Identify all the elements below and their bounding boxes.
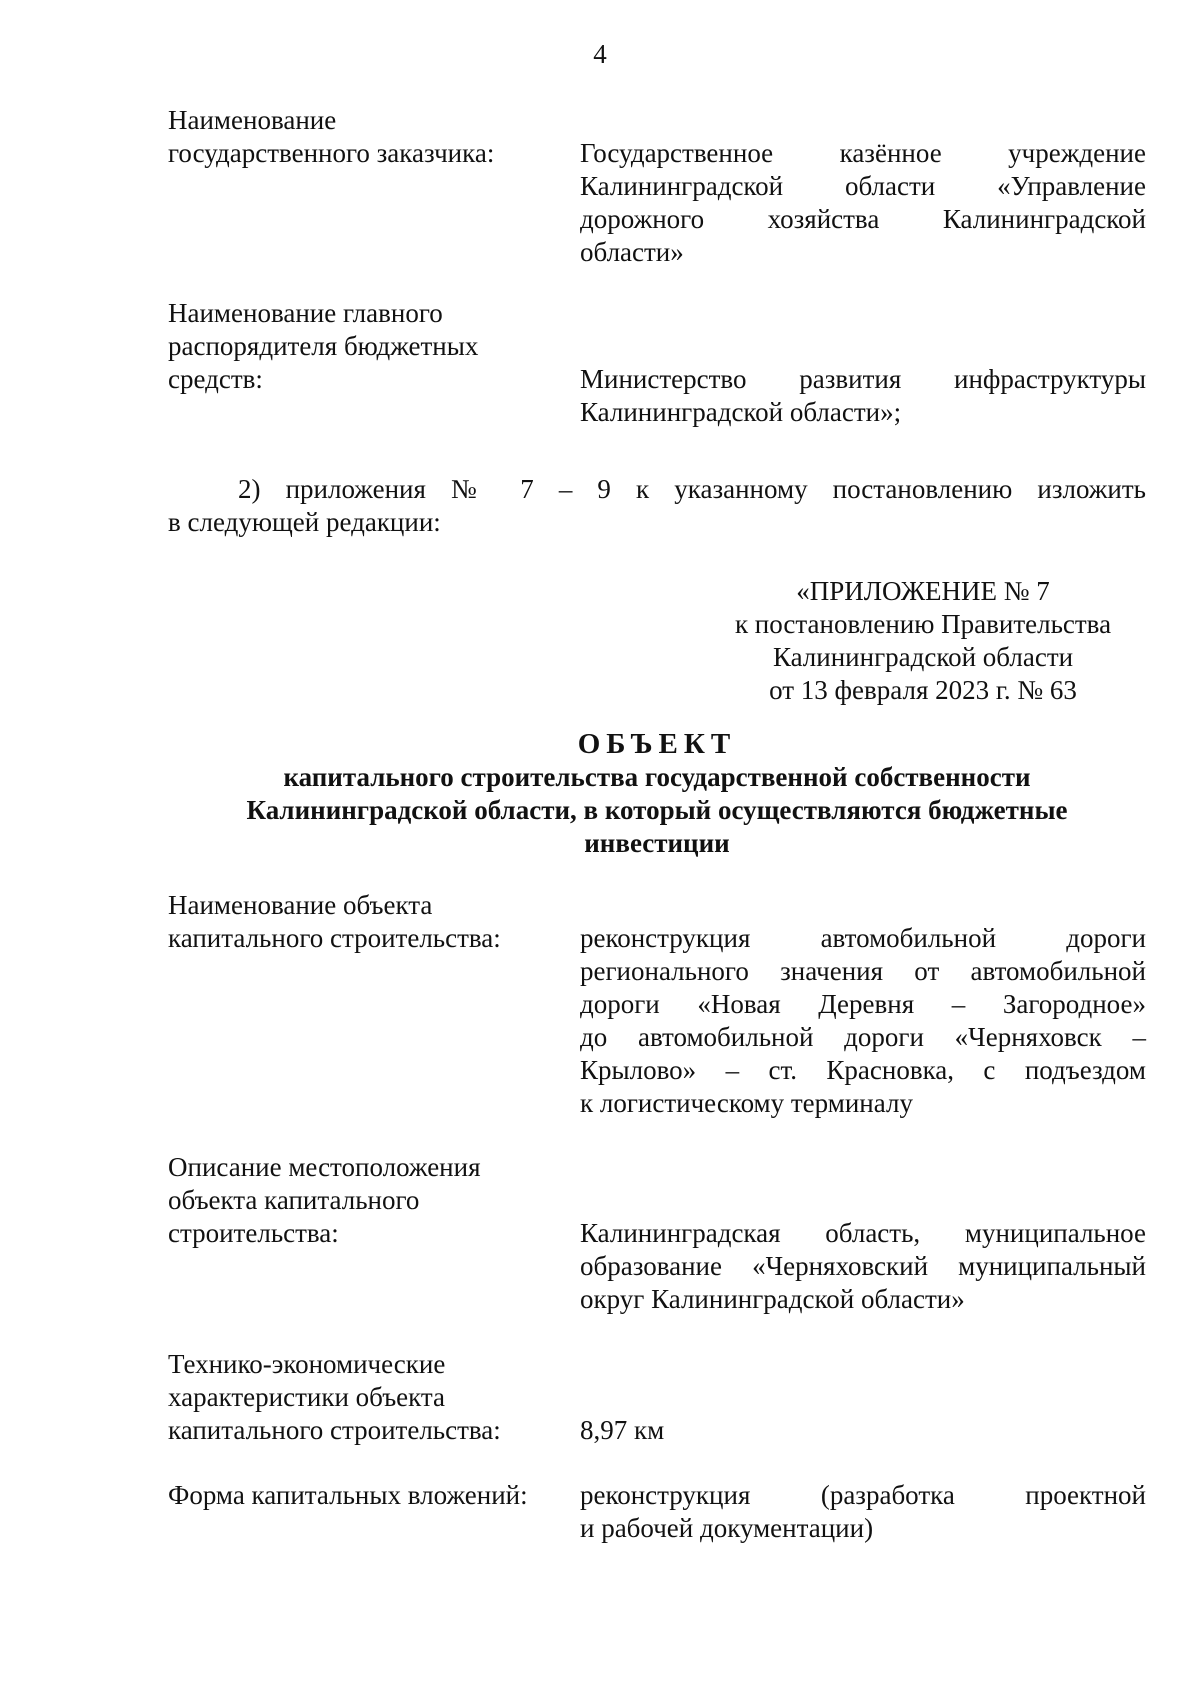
location-value	[580, 1217, 1146, 1316]
document-title-line-3: инвестиции	[584, 828, 730, 858]
location-label-line-2: объекта капитального	[168, 1185, 420, 1215]
investment-form-value-line-2: и рабочей документации)	[580, 1513, 874, 1543]
location-label-line-1: Описание местоположения	[168, 1152, 481, 1182]
investment-form-value	[580, 1479, 1146, 1545]
customer-value-line-2: Калининградской области «Управление	[580, 171, 1146, 201]
location-label	[168, 1151, 568, 1250]
document-title-line-1: капитального строительства государственной собственности	[283, 762, 1031, 792]
object-name-label-line-1: Наименование объекта	[168, 890, 433, 920]
document-title	[168, 728, 1146, 860]
object-name-label-line-2: капитального строительства:	[168, 923, 501, 953]
object-name-label	[168, 889, 568, 955]
characteristics-label	[168, 1348, 568, 1447]
amendment-paragraph-line-2: в следующей редакции:	[168, 507, 441, 537]
characteristics-label-line-1: Технико-экономические	[168, 1349, 446, 1379]
appendix-header-line-1: «ПРИЛОЖЕНИЕ № 7	[796, 576, 1050, 606]
budget-manager-value	[580, 363, 1146, 429]
characteristics-value	[580, 1414, 1146, 1447]
object-name-value-line-1: реконструкция автомобильной дороги	[580, 923, 1146, 953]
location-label-line-3: строительства:	[168, 1218, 339, 1248]
investment-form-label-line-1: Форма капитальных вложений:	[168, 1480, 528, 1510]
investment-form-label	[168, 1479, 568, 1512]
object-name-value-line-6: к логистическому терминалу	[580, 1088, 913, 1118]
amendment-paragraph	[168, 473, 1146, 539]
investment-form-value-line-1: реконструкция (разработка проектной	[580, 1480, 1146, 1510]
object-name-value-line-3: дороги «Новая Деревня – Загородное»	[580, 989, 1146, 1019]
customer-value-line-1: Государственное казённое учреждение	[580, 138, 1146, 168]
budget-manager-value-line-2: Калининградской области»;	[580, 397, 902, 427]
document-title-main: ОБЪЕКТ	[577, 728, 737, 760]
location-value-line-3: округ Калининградской области»	[580, 1284, 965, 1314]
characteristics-label-line-3: капитального строительства:	[168, 1415, 501, 1445]
budget-manager-value-line-1: Министерство развития инфраструктуры	[580, 364, 1146, 394]
customer-label	[168, 104, 568, 170]
customer-label-line-2: государственного заказчика:	[168, 138, 495, 168]
location-value-line-1: Калининградская область, муниципальное	[580, 1218, 1146, 1248]
customer-value	[580, 137, 1146, 269]
customer-label-line-1: Наименование	[168, 105, 337, 135]
appendix-header-line-4: от 13 февраля 2023 г. № 63	[769, 675, 1077, 705]
object-name-value-line-5: Крылово» – ст. Красновка, с подъездом	[580, 1055, 1146, 1085]
budget-manager-label-line-3: средств:	[168, 364, 263, 394]
document-title-line-2: Калининградской области, в который осуществляются бюджетные	[246, 795, 1068, 825]
appendix-header	[700, 575, 1146, 707]
object-name-value-line-2: регионального значения от автомобильной	[580, 956, 1146, 986]
budget-manager-label-line-2: распорядителя бюджетных	[168, 331, 479, 361]
object-name-value-line-4: до автомобильной дороги «Черняховск –	[580, 1022, 1146, 1052]
page-number: 4	[593, 39, 607, 69]
characteristics-label-line-2: характеристики объекта	[168, 1382, 446, 1412]
characteristics-value-line-1: 8,97 км	[580, 1415, 665, 1445]
customer-value-line-3: дорожного хозяйства Калининградской	[580, 204, 1146, 234]
appendix-header-line-2: к постановлению Правительства	[734, 609, 1112, 639]
budget-manager-label-line-1: Наименование главного	[168, 298, 443, 328]
customer-value-line-4: области»	[580, 237, 684, 267]
location-value-line-2: образование «Черняховский муниципальный	[580, 1251, 1146, 1281]
object-name-value	[580, 922, 1146, 1120]
appendix-header-line-3: Калининградской области	[772, 642, 1074, 672]
budget-manager-label	[168, 297, 568, 396]
amendment-paragraph-line-1: 2) приложения № 7 – 9 к указанному постановлению изложить	[238, 474, 1146, 504]
